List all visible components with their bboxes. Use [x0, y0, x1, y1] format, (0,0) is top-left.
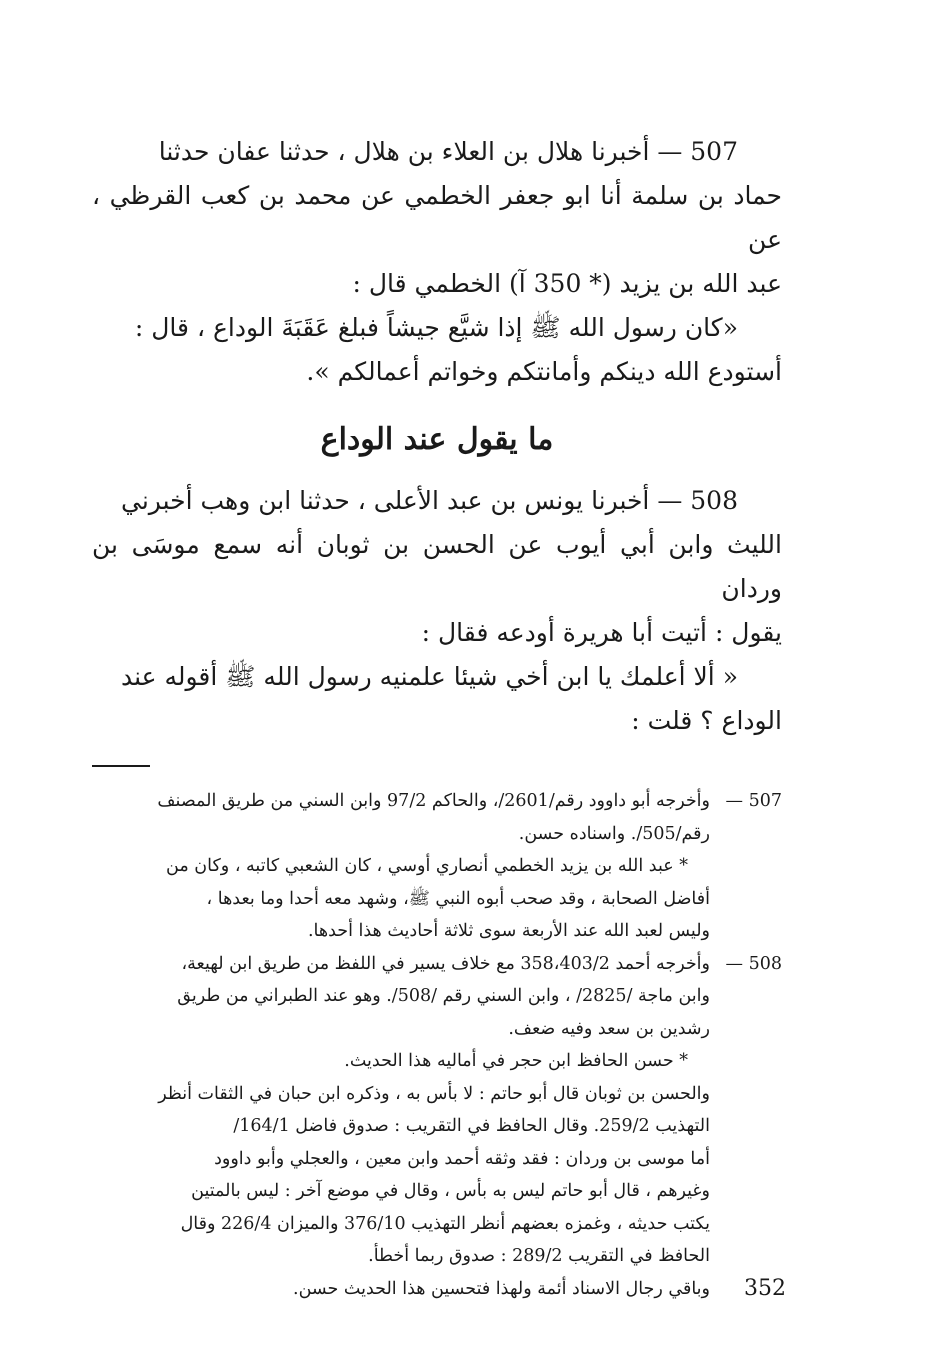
footnote-508-cont-1: والحسن بن ثوبان قال أبو حاتم : لا بأس به ، وذكره ابن حبان في الثقات أنظر [158, 1083, 710, 1104]
footnote-507-line-2: رقم/505/. واسناده حسن. [518, 823, 710, 844]
footnote-507-star-2: أفاضل الصحابة ، وقد صحب أبوه النبي ﷺ، وشهد معه أحدا وما بعدها ، [206, 888, 710, 909]
footnote-508-cont-4: وغيرهم ، قال أبو حاتم ليس به بأس ، وقال في موضع آخر : ليس بالمتين [191, 1181, 710, 1201]
footnote-508-cont-5: يكتب حديثه ، وغمزه بعضهم أنظر التهذيب 376/10 والميزان 226/4 وقال [180, 1213, 710, 1234]
footnote-508-line-1: وأخرجه أحمد 358،403/2 مع خلاف يسير في اللفظ من طريق ابن لهيعة، [181, 953, 710, 974]
hadith-508-line-2: الليث وابن أبي أيوب عن الحسن بن ثوبان أنه سمع موسَى بن وردان [92, 530, 782, 603]
footnote-508-body [92, 948, 710, 1078]
hadith-507-line-4: «كان رسول الله ﷺ إذا شيَّع جيشاً فبلغ عَقَبَةَ الوداع ، قال : [134, 313, 738, 342]
hadith-508-line-5: الوداع ؟ قلت : [631, 706, 782, 735]
book-page [92, 130, 782, 1305]
footnote-508-cont-7: وباقي رجال الاسناد أئمة ولهذا فتحسين هذا الحديث حسن. [293, 1278, 710, 1299]
footnote-508-line-3: رشدين بن سعد وفيه ضعف. [508, 1018, 710, 1039]
hadith-508-line-4: « ألا أعلمك يا ابن أخي شيئا علمنيه رسول الله ﷺ أقوله عند [120, 662, 738, 691]
footnote-507-star-3: وليس لعبد الله عند الأربعة سوى ثلاثة أحاديث هذا أحدها. [307, 921, 710, 941]
page-number: 352 [744, 1276, 786, 1301]
hadith-508-line-1: 508 — أخبرنا يونس بن عبد الأعلى ، حدثنا ابن وهب أخبرني [121, 486, 738, 515]
footnote-507-line-1: وأخرجه أبو داوود رقم/2601/، والحاكم 97/2 وابن السني من طريق المصنف [157, 791, 710, 811]
footnote-508-line-2: وابن ماجة /2825/ ، وابن السني رقم /508/. وهو عند الطبراني من طريق [177, 986, 710, 1006]
hadith-507-line-3: عبد الله بن يزيد (* 350 آ) الخطمي قال : [352, 269, 782, 298]
footnote-508-cont-3: أما موسى بن وردان : فقد وثقه أحمد وابن معين ، والعجلي وأبو داوود [214, 1148, 710, 1169]
footnotes [92, 785, 782, 1305]
footnote-separator [92, 765, 150, 767]
hadith-507 [92, 130, 782, 394]
footnote-508-cont-2: التهذيب 259/2. وقال الحافظ في التقريب : صدوق فاضل 164/1/ [233, 1116, 710, 1136]
footnote-507-body [92, 785, 710, 948]
footnote-507 [92, 785, 782, 948]
hadith-507-line-1: 507 — أخبرنا هلال بن العلاء بن هلال ، حدثنا عفان حدثنا [158, 137, 738, 166]
footnote-508-star-1: * حسن الحافظ ابن حجر في أماليه هذا الحديث. [344, 1051, 688, 1071]
hadith-507-line-5: أستودع الله دينكم وأمانتكم وخواتم أعمالكم ». [306, 357, 782, 386]
footnote-508 [92, 948, 782, 1078]
footnote-508-continuation [92, 1078, 782, 1306]
footnote-508-cont-6: الحافظ في التقريب 289/2 : صدوق ربما أخطأ. [368, 1246, 710, 1266]
section-heading: ما يقول عند الوداع [320, 422, 554, 457]
hadith-508 [92, 479, 782, 743]
footnote-508-number: 508 — [725, 953, 782, 974]
hadith-507-line-2: حماد بن سلمة أنا ابو جعفر الخطمي عن محمد بن كعب القرظي ، عن [92, 181, 782, 254]
footnote-507-star-1: * عبد الله بن يزيد الخطمي أنصاري أوسي ، كان الشعبي كاتبه ، وكان من [166, 856, 688, 876]
footnote-507-number: 507 — [725, 791, 782, 811]
hadith-508-line-3: يقول : أتيت أبا هريرة أودعه فقال : [421, 618, 782, 647]
